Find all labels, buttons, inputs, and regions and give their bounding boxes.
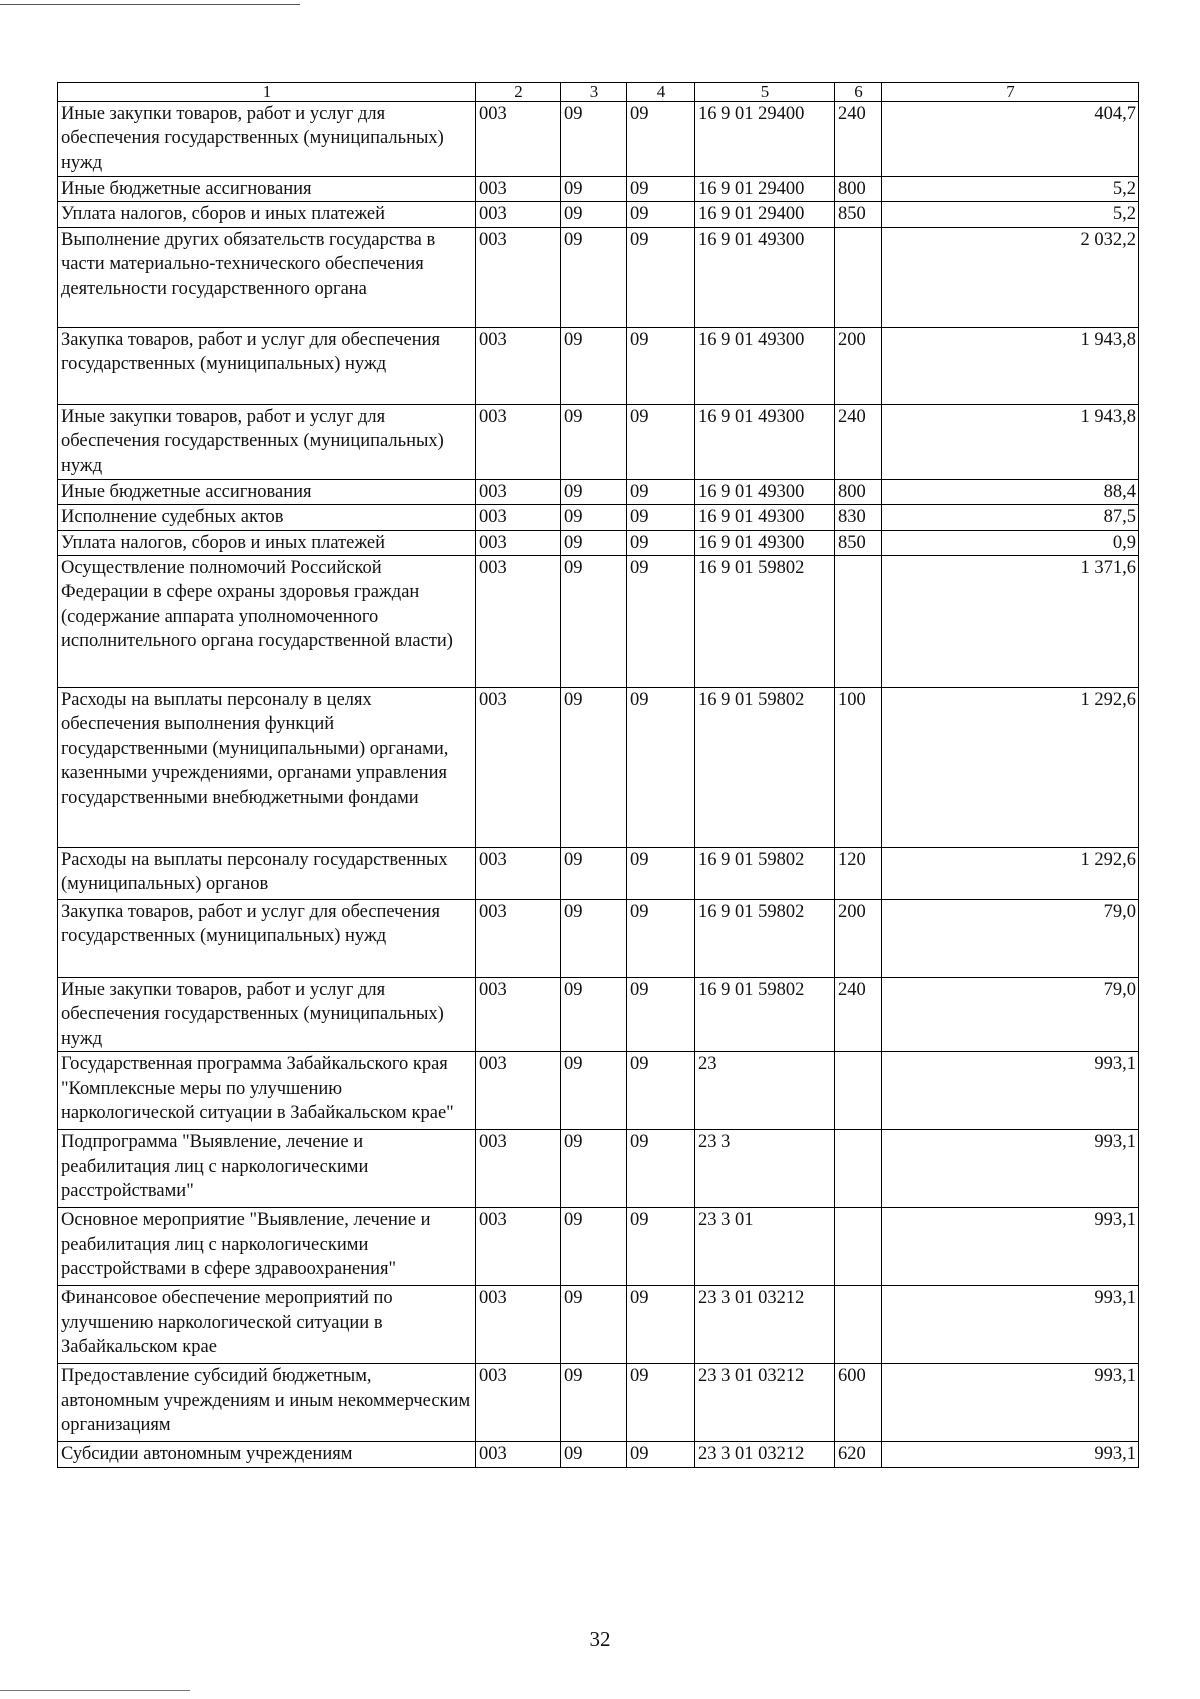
ministry-code: 003 bbox=[476, 479, 561, 504]
section-code: 09 bbox=[561, 688, 627, 848]
ministry-code: 003 bbox=[476, 1286, 561, 1364]
section-code: 09 bbox=[561, 556, 627, 688]
scan-edge-line-top bbox=[0, 4, 300, 5]
column-header-3: 3 bbox=[561, 83, 627, 102]
row-name: Уплата налогов, сборов и иных платежей bbox=[58, 530, 476, 555]
subsection-code: 09 bbox=[627, 1286, 695, 1364]
section-code: 09 bbox=[561, 227, 627, 327]
table-row bbox=[58, 848, 1139, 900]
target-article-code: 23 3 01 03212 bbox=[695, 1442, 835, 1467]
scan-edge-line-bottom bbox=[0, 1690, 190, 1691]
row-name: Основное мероприятие "Выявление, лечение и реабилитация лиц с наркологическими расстройствами в сфере здравоохранения" bbox=[58, 1208, 476, 1286]
target-article-code: 16 9 01 59802 bbox=[695, 848, 835, 900]
ministry-code: 003 bbox=[476, 202, 561, 227]
section-code: 09 bbox=[561, 202, 627, 227]
column-header-5: 5 bbox=[695, 83, 835, 102]
target-article-code: 23 3 bbox=[695, 1130, 835, 1208]
expense-type-code bbox=[835, 1286, 882, 1364]
row-name: Выполнение других обязательств государства в части материально-технического обеспечения деятельности государственного органа bbox=[58, 227, 476, 327]
subsection-code: 09 bbox=[627, 978, 695, 1052]
subsection-code: 09 bbox=[627, 227, 695, 327]
target-article-code: 16 9 01 49300 bbox=[695, 227, 835, 327]
table-row bbox=[58, 177, 1139, 202]
ministry-code: 003 bbox=[476, 556, 561, 688]
section-code: 09 bbox=[561, 1130, 627, 1208]
section-code: 09 bbox=[561, 900, 627, 978]
target-article-code: 16 9 01 49300 bbox=[695, 327, 835, 404]
row-name: Государственная программа Забайкальского края "Комплексные меры по улучшению наркологической ситуации в Забайкальском крае" bbox=[58, 1052, 476, 1130]
target-article-code: 16 9 01 59802 bbox=[695, 688, 835, 848]
expense-type-code bbox=[835, 1208, 882, 1286]
subsection-code: 09 bbox=[627, 1208, 695, 1286]
subsection-code: 09 bbox=[627, 1130, 695, 1208]
table-row bbox=[58, 102, 1139, 177]
row-name: Расходы на выплаты персоналу государственных (муниципальных) органов bbox=[58, 848, 476, 900]
subsection-code: 09 bbox=[627, 177, 695, 202]
table-row bbox=[58, 404, 1139, 479]
subsection-code: 09 bbox=[627, 556, 695, 688]
expense-type-code bbox=[835, 556, 882, 688]
subsection-code: 09 bbox=[627, 1052, 695, 1130]
amount: 5,2 bbox=[882, 177, 1139, 202]
subsection-code: 09 bbox=[627, 102, 695, 177]
ministry-code: 003 bbox=[476, 978, 561, 1052]
amount: 1 943,8 bbox=[882, 327, 1139, 404]
ministry-code: 003 bbox=[476, 227, 561, 327]
ministry-code: 003 bbox=[476, 530, 561, 555]
section-code: 09 bbox=[561, 404, 627, 479]
expense-type-code: 850 bbox=[835, 530, 882, 555]
section-code: 09 bbox=[561, 1208, 627, 1286]
table-row bbox=[58, 1052, 1139, 1130]
expense-type-code: 800 bbox=[835, 177, 882, 202]
amount: 993,1 bbox=[882, 1052, 1139, 1130]
target-article-code: 23 3 01 03212 bbox=[695, 1286, 835, 1364]
expense-type-code: 120 bbox=[835, 848, 882, 900]
column-header-6: 6 bbox=[835, 83, 882, 102]
row-name: Иные закупки товаров, работ и услуг для обеспечения государственных (муниципальных) нужд bbox=[58, 404, 476, 479]
table-row bbox=[58, 1130, 1139, 1208]
subsection-code: 09 bbox=[627, 530, 695, 555]
amount: 88,4 bbox=[882, 479, 1139, 504]
table-row bbox=[58, 556, 1139, 688]
subsection-code: 09 bbox=[627, 1364, 695, 1442]
table-row bbox=[58, 227, 1139, 327]
target-article-code: 16 9 01 49300 bbox=[695, 404, 835, 479]
table-row bbox=[58, 505, 1139, 530]
expense-type-code: 240 bbox=[835, 978, 882, 1052]
ministry-code: 003 bbox=[476, 688, 561, 848]
target-article-code: 16 9 01 59802 bbox=[695, 556, 835, 688]
expense-type-code: 620 bbox=[835, 1442, 882, 1467]
amount: 2 032,2 bbox=[882, 227, 1139, 327]
expense-type-code bbox=[835, 1130, 882, 1208]
ministry-code: 003 bbox=[476, 1208, 561, 1286]
target-article-code: 16 9 01 29400 bbox=[695, 202, 835, 227]
subsection-code: 09 bbox=[627, 505, 695, 530]
target-article-code: 23 3 01 bbox=[695, 1208, 835, 1286]
subsection-code: 09 bbox=[627, 1442, 695, 1467]
ministry-code: 003 bbox=[476, 900, 561, 978]
amount: 404,7 bbox=[882, 102, 1139, 177]
row-name: Закупка товаров, работ и услуг для обеспечения государственных (муниципальных) нужд bbox=[58, 900, 476, 978]
ministry-code: 003 bbox=[476, 1052, 561, 1130]
ministry-code: 003 bbox=[476, 848, 561, 900]
table-row bbox=[58, 530, 1139, 555]
row-name: Исполнение судебных актов bbox=[58, 505, 476, 530]
row-name: Иные закупки товаров, работ и услуг для обеспечения государственных (муниципальных) нужд bbox=[58, 102, 476, 177]
column-header-1: 1 bbox=[58, 83, 476, 102]
target-article-code: 23 bbox=[695, 1052, 835, 1130]
amount: 1 371,6 bbox=[882, 556, 1139, 688]
subsection-code: 09 bbox=[627, 479, 695, 504]
section-code: 09 bbox=[561, 479, 627, 504]
target-article-code: 16 9 01 59802 bbox=[695, 900, 835, 978]
ministry-code: 003 bbox=[476, 404, 561, 479]
target-article-code: 16 9 01 49300 bbox=[695, 530, 835, 555]
row-name: Закупка товаров, работ и услуг для обеспечения государственных (муниципальных) нужд bbox=[58, 327, 476, 404]
section-code: 09 bbox=[561, 177, 627, 202]
ministry-code: 003 bbox=[476, 327, 561, 404]
row-name: Предоставление субсидий бюджетным, автономным учреждениям и иным некоммерческим организациям bbox=[58, 1364, 476, 1442]
expense-type-code: 240 bbox=[835, 404, 882, 479]
amount: 993,1 bbox=[882, 1208, 1139, 1286]
expense-type-code: 200 bbox=[835, 327, 882, 404]
section-code: 09 bbox=[561, 1052, 627, 1130]
expense-type-code: 830 bbox=[835, 505, 882, 530]
page-number: 32 bbox=[589, 1627, 611, 1651]
section-code: 09 bbox=[561, 978, 627, 1052]
target-article-code: 16 9 01 59802 bbox=[695, 978, 835, 1052]
column-header-2: 2 bbox=[476, 83, 561, 102]
expense-type-code: 100 bbox=[835, 688, 882, 848]
amount: 993,1 bbox=[882, 1364, 1139, 1442]
amount: 0,9 bbox=[882, 530, 1139, 555]
ministry-code: 003 bbox=[476, 505, 561, 530]
row-name: Иные бюджетные ассигнования bbox=[58, 177, 476, 202]
expense-type-code: 850 bbox=[835, 202, 882, 227]
ministry-code: 003 bbox=[476, 1130, 561, 1208]
column-header-7: 7 bbox=[882, 83, 1139, 102]
table-row bbox=[58, 1286, 1139, 1364]
amount: 993,1 bbox=[882, 1442, 1139, 1467]
table-row bbox=[58, 1442, 1139, 1467]
table-row bbox=[58, 202, 1139, 227]
amount: 87,5 bbox=[882, 505, 1139, 530]
expense-type-code: 200 bbox=[835, 900, 882, 978]
ministry-code: 003 bbox=[476, 1364, 561, 1442]
ministry-code: 003 bbox=[476, 102, 561, 177]
section-code: 09 bbox=[561, 1442, 627, 1467]
amount: 1 292,6 bbox=[882, 688, 1139, 848]
expense-type-code: 800 bbox=[835, 479, 882, 504]
section-code: 09 bbox=[561, 327, 627, 404]
target-article-code: 16 9 01 49300 bbox=[695, 479, 835, 504]
expense-type-code bbox=[835, 1052, 882, 1130]
column-header-4: 4 bbox=[627, 83, 695, 102]
expense-type-code: 600 bbox=[835, 1364, 882, 1442]
subsection-code: 09 bbox=[627, 327, 695, 404]
row-name: Подпрограмма "Выявление, лечение и реабилитация лиц с наркологическими расстройствами" bbox=[58, 1130, 476, 1208]
section-code: 09 bbox=[561, 530, 627, 555]
row-name: Иные бюджетные ассигнования bbox=[58, 479, 476, 504]
amount: 79,0 bbox=[882, 900, 1139, 978]
table-row bbox=[58, 327, 1139, 404]
amount: 1 292,6 bbox=[882, 848, 1139, 900]
row-name: Иные закупки товаров, работ и услуг для обеспечения государственных (муниципальных) нужд bbox=[58, 978, 476, 1052]
table-row bbox=[58, 900, 1139, 978]
table-row bbox=[58, 688, 1139, 848]
table-row bbox=[58, 978, 1139, 1052]
subsection-code: 09 bbox=[627, 404, 695, 479]
section-code: 09 bbox=[561, 1364, 627, 1442]
ministry-code: 003 bbox=[476, 1442, 561, 1467]
row-name: Субсидии автономным учреждениям bbox=[58, 1442, 476, 1467]
section-code: 09 bbox=[561, 505, 627, 530]
amount: 993,1 bbox=[882, 1130, 1139, 1208]
amount: 993,1 bbox=[882, 1286, 1139, 1364]
row-name: Расходы на выплаты персоналу в целях обеспечения выполнения функций государственными (муниципальными) органами, казенными учреждениями, органами управления государственными внебюджетными фондами bbox=[58, 688, 476, 848]
amount: 79,0 bbox=[882, 978, 1139, 1052]
section-code: 09 bbox=[561, 102, 627, 177]
row-name: Осуществление полномочий Российской Федерации в сфере охраны здоровья граждан (содержание аппарата уполномоченного исполнительного органа государственной власти) bbox=[58, 556, 476, 688]
amount: 1 943,8 bbox=[882, 404, 1139, 479]
expense-type-code: 240 bbox=[835, 102, 882, 177]
table-row bbox=[58, 1364, 1139, 1442]
budget-table bbox=[57, 82, 1139, 1468]
target-article-code: 16 9 01 29400 bbox=[695, 102, 835, 177]
subsection-code: 09 bbox=[627, 202, 695, 227]
table-row bbox=[58, 479, 1139, 504]
target-article-code: 16 9 01 49300 bbox=[695, 505, 835, 530]
expense-type-code bbox=[835, 227, 882, 327]
header-row bbox=[58, 83, 1139, 102]
amount: 5,2 bbox=[882, 202, 1139, 227]
subsection-code: 09 bbox=[627, 688, 695, 848]
subsection-code: 09 bbox=[627, 848, 695, 900]
subsection-code: 09 bbox=[627, 900, 695, 978]
row-name: Финансовое обеспечение мероприятий по улучшению наркологической ситуации в Забайкальском крае bbox=[58, 1286, 476, 1364]
target-article-code: 16 9 01 29400 bbox=[695, 177, 835, 202]
ministry-code: 003 bbox=[476, 177, 561, 202]
target-article-code: 23 3 01 03212 bbox=[695, 1364, 835, 1442]
table-row bbox=[58, 1208, 1139, 1286]
row-name: Уплата налогов, сборов и иных платежей bbox=[58, 202, 476, 227]
section-code: 09 bbox=[561, 1286, 627, 1364]
section-code: 09 bbox=[561, 848, 627, 900]
